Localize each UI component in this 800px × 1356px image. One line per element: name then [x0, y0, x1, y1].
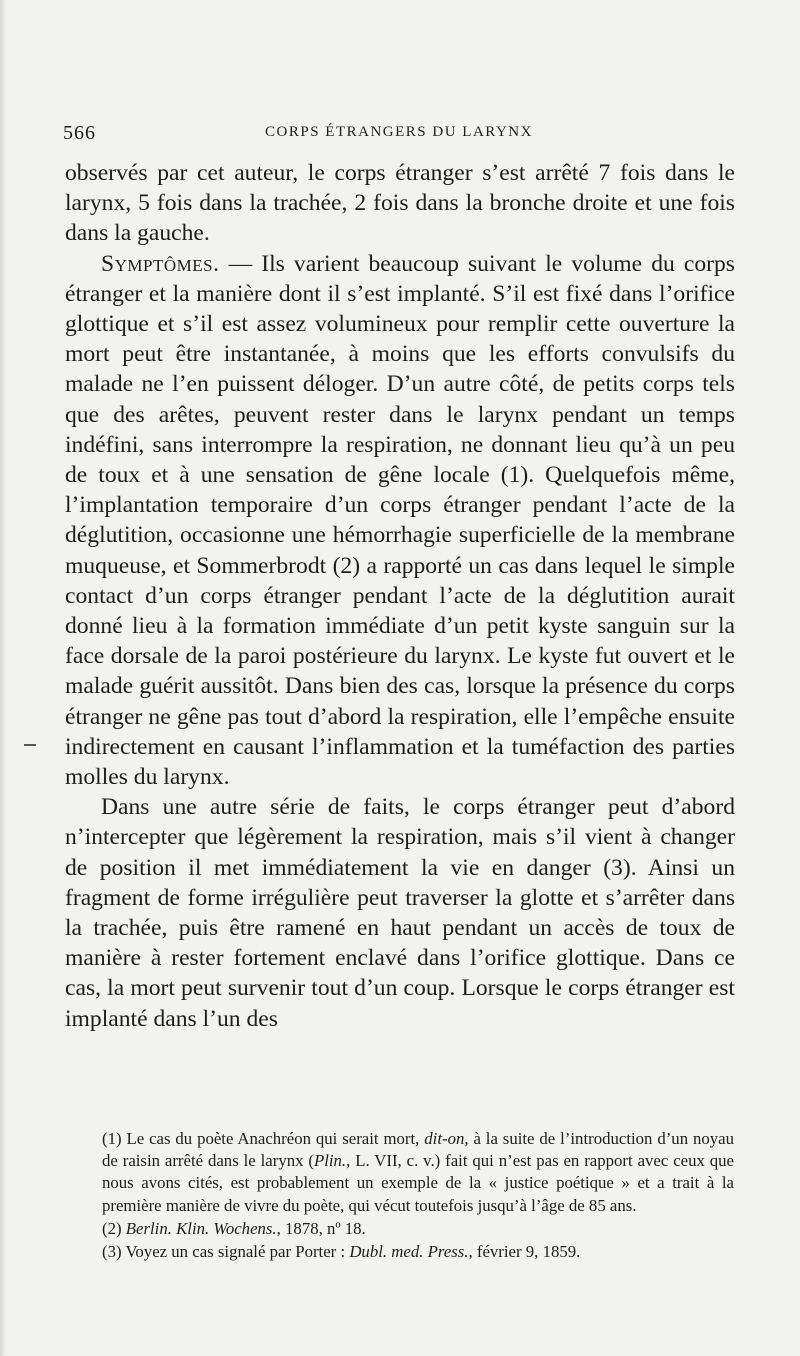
paragraph-symptomes — [65, 249, 735, 793]
footnote-italic: Dubl. med. Press. — [349, 1242, 469, 1262]
footnote-italic: dit-on — [424, 1129, 465, 1148]
footnote-text: , à la suite de l’introduction d’un noyau de raisin arrêté dans le larynx ( — [102, 1129, 734, 1171]
footnotes — [102, 1128, 734, 1264]
footnote-text: , L. VII, c. v.) fait qui n’est pas en rapport avec ceux que nous avons cités, est probablement un exemple de la « justice poétique » et a trait à la première manière de vivre du poète, qui vécut toutefois jusqu’à l’âge de 85 ans. — [102, 1151, 734, 1215]
paragraph-text: — Ils varient beaucoup suivant le volume du corps étranger et la manière dont il s’est implanté. S’il est fixé dans l’orifice glottique et s’il est assez volumineux pour remplir cette ouverture la mort peut être instantanée, à moins que les efforts convulsifs du malade ne l’en puissent déloger. D’un autre côté, de petits corps tels que des arêtes, peuvent rester dans le larynx pendant un temps indéfini, sans interrompre la respiration, ne donnant lieu qu’à un peu de toux et à une sensation de gêne locale (1). Quelquefois même, l’implantation temporaire d’un corps étranger pendant l’acte de la déglutition, occasionne une hémorrhagie superficielle de la membrane muqueuse, et Sommerbrodt (2) a rapporté un cas dans lequel le simple contact d’un corps étranger pendant l’acte de la déglutition aurait donné lieu à la formation immédiate d’un petit kyste sanguin sur la face dorsale de la paroi postérieure du larynx. Le kyste fut ouvert et le malade guérit aussitôt. Dans bien des cas, lorsque la présence du corps étranger ne gêne pas tout d’abord la respiration, elle l’empêche ensuite indirectement en causant l’inflammation et la tuméfaction des parties molles du larynx. — [65, 250, 735, 791]
footnote-3 — [102, 1241, 734, 1263]
paragraph-autre-serie: Dans une autre série de faits, le corps étranger peut d’abord n’intercepter que légèrement la respiration, mais s’il vient à changer de position il met immédiatement la vie en danger (3). Ainsi un fragment de forme irrégulière peut traverser la glotte et s’arrêter dans la trachée, puis être ramené en haut pendant un accès de toux de manière à rester fortement enclavé dans l’orifice glottique. Dans ce cas, la mort peut survenir tout d’un coup. Lorsque le corps étranger est implanté dans l’un des — [65, 794, 735, 1032]
running-header — [63, 122, 735, 150]
paragraph-continued: observés par cet auteur, le corps étranger s’est arrêté 7 fois dans le larynx, 5 fois dans la trachée, 2 fois dans la bronche droite et une fois dans la gauche. — [65, 160, 735, 247]
footnote-1 — [102, 1128, 734, 1217]
margin-mark — [24, 744, 36, 746]
section-runin-heading: Symptômes. — [101, 250, 220, 277]
footnote-2 — [102, 1218, 734, 1240]
footnote-italic: Plin. — [313, 1151, 347, 1171]
running-title: CORPS ÉTRANGERS DU LARYNX — [265, 124, 533, 140]
footnote-text: (1) Le cas du poète Anachréon qui serait mort, — [102, 1129, 425, 1148]
page-number: 566 — [63, 122, 96, 144]
footnote-italic: Berlin. Klin. Wochens. — [125, 1218, 277, 1238]
footnote-text: , 1878, nº 18. — [276, 1218, 366, 1238]
footnote-text: (2) — [102, 1218, 126, 1238]
footnote-text: (3) Voyez un cas signalé par Porter : — [102, 1242, 350, 1262]
body-text — [65, 158, 735, 1034]
footnote-text: , février 9, 1859. — [468, 1242, 581, 1262]
